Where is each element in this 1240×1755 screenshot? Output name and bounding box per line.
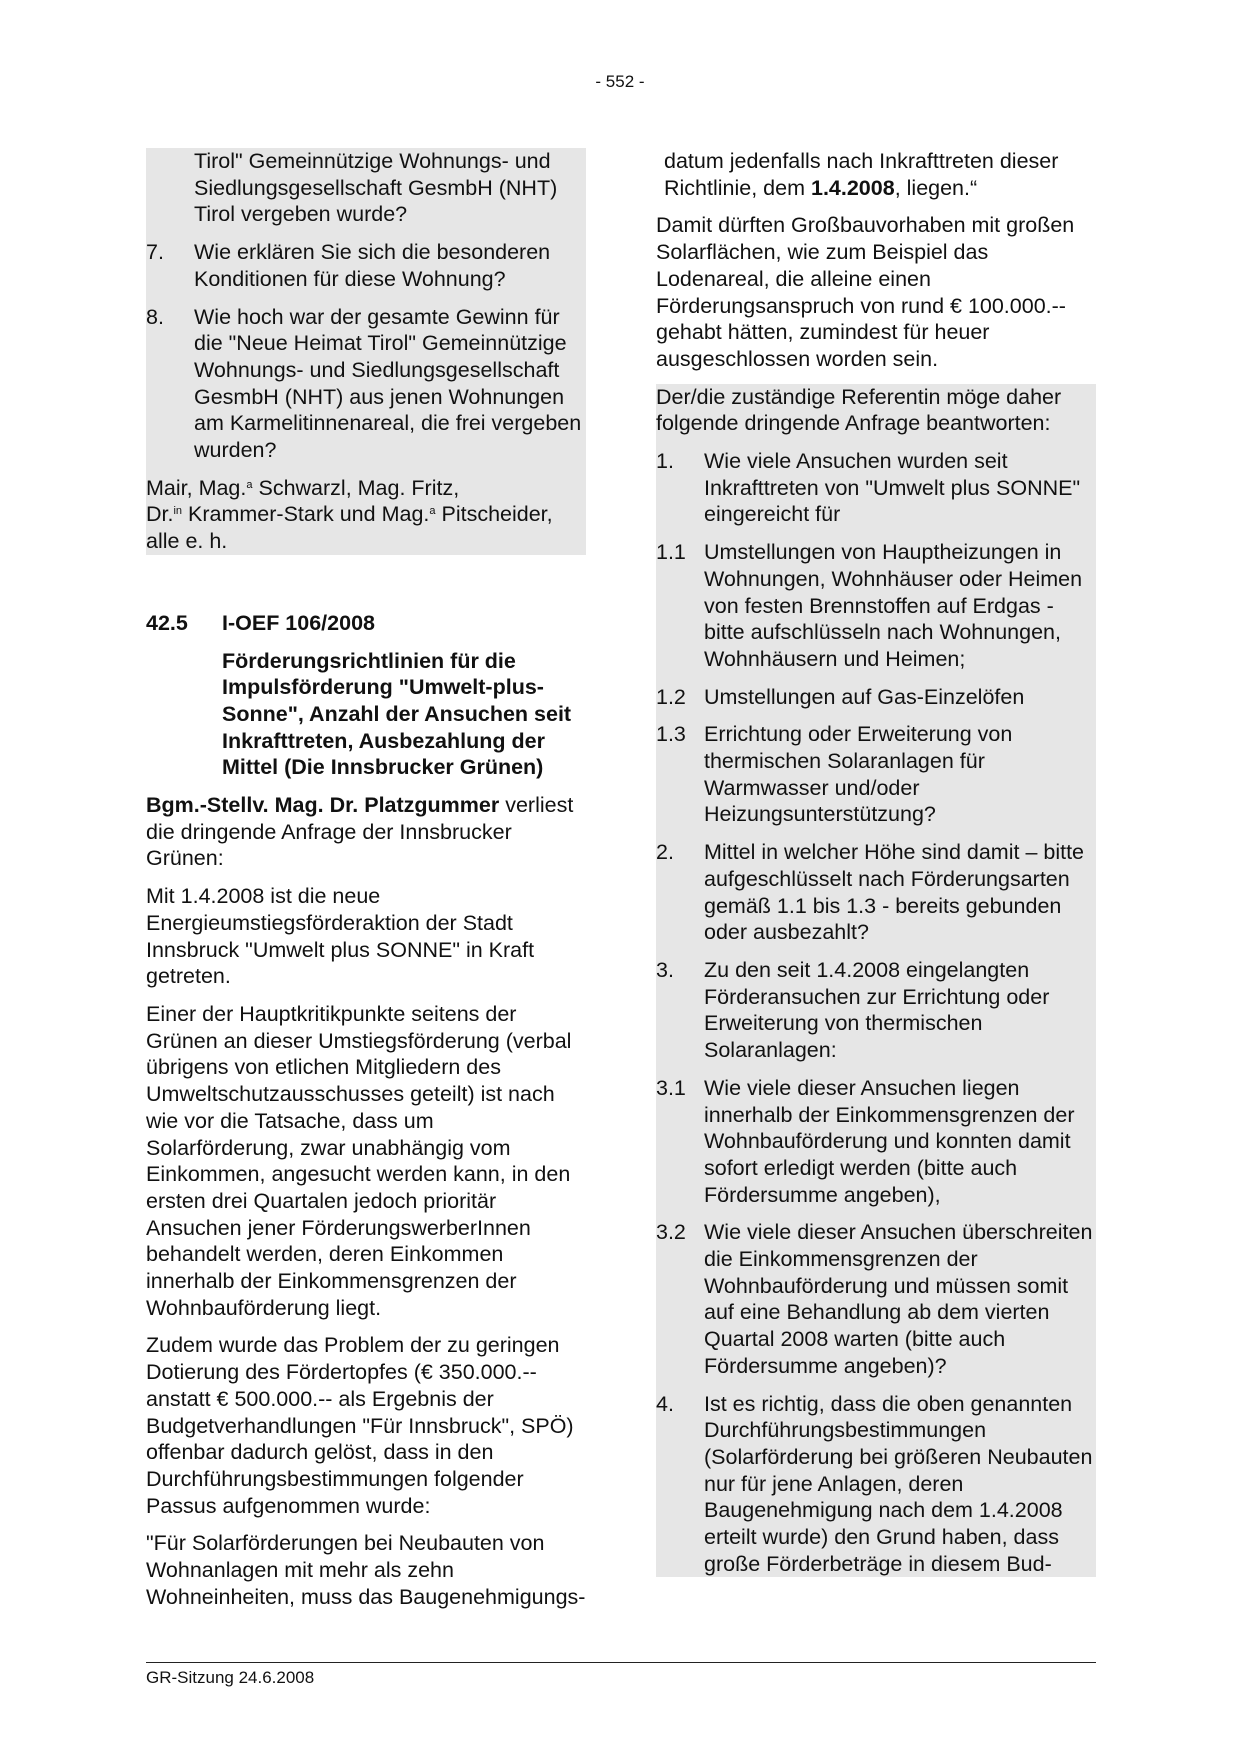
item-number: 2. [656,840,674,865]
list-item [656,839,1096,946]
list-item [656,684,1096,711]
item-text: Wie hoch war der gesamte Gewinn für die "Neue Heimat Tirol" Gemeinnützige Wohnungs- und Siedlungsgesellschaft GesmbH (NHT) aus jenen Wohnungen am Karmelitinnenareal, die frei vergeben wurden? [194,304,582,463]
list-item [656,1075,1096,1209]
list-item [656,721,1096,828]
item-text: Umstellungen von Hauptheizungen in Wohnungen, Wohnhäuser oder Heimen von festen Brennstoffen auf Erdgas - bitte aufschlüsseln nach Wohnungen, Wohnhäusern und Heimen; [704,540,1083,671]
right-column [656,148,1096,1577]
item-number: 3.1 [656,1075,686,1100]
speaker-paragraph: Bgm.-Stellv. Mag. Dr. Platzgummer verliest die dringende Anfrage der Innsbrucker Grünen: [146,793,574,871]
section-heading [146,610,586,637]
quote-paragraph: "Für Solarförderungen bei Neubauten von Wohnanlagen mit mehr als zehn Wohneinheiten, muss das Baugenehmigungs- [146,1531,586,1609]
item-text: Zu den seit 1.4.2008 eingelangten Förderansuchen zur Errichtung oder Erweiterung von thermischen Solaranlagen: [704,957,1050,1063]
section-subject: Förderungsrichtlinien für die Impulsförderung "Umwelt-plus-Sonne", Anzahl der Ansuchen seit Inkrafttreten, Ausbezahlung der Mittel (Die Innsbrucker Grünen) [222,648,572,780]
item-text: Wie viele Ansuchen wurden seit Inkrafttreten von "Umwelt plus SONNE" eingereicht für [704,449,1081,527]
paragraph: Mit 1.4.2008 ist die neue Energieumstiegsförderaktion der Stadt Innsbruck "Umwelt plus SONNE" in Kraft getreten. [146,884,535,989]
left-column [146,148,586,1610]
list-item [656,1219,1096,1379]
item-number: 7. [146,240,164,265]
item-number: 8. [146,304,164,329]
footer-text: GR-Sitzung 24.6.2008 [146,1668,315,1687]
item-number: 3.2 [656,1220,686,1245]
list-item [656,539,1096,673]
paragraph: Zudem wurde das Problem der zu geringen Dotierung des Fördertopfes (€ 350.000.-- anstatt € 500.000.-- als Ergebnis der Budgetverhandlungen "Für Innsbruck", SPÖ) offenbar dadurch gelöst, dass in den Durchführungsbestimmungen folgender Passus aufgenommen wurde: [146,1333,574,1518]
shaded-request-box [146,148,586,555]
item-number: 3. [656,957,674,982]
item-text: Mittel in welcher Höhe sind damit – bitte aufgeschlüsselt nach Förderungsarten gemäß 1.1 bis 1.3 - bereits gebunden oder ausbezahlt? [704,840,1085,945]
list-item [656,448,1096,528]
item-text: Ist es richtig, dass die oben genannten Durchführungsbestimmungen (Solarförderung bei größeren Neubauten nur für jene Anlagen, deren Baugenehmigung nach dem 1.4.2008 erteilt wurde) den Grund haben, dass große Förderbeträge in diesem Bud- [704,1391,1093,1576]
list-item [656,1391,1096,1578]
paragraph: Einer der Hauptkritikpunkte seitens der Grünen an dieser Umstiegsförderung (verbal übrigens von etlichen Mitgliedern des Umweltschutzausschusses geteilt) ist nach wie vor die Tatsache, dass um Solarförderung, zwar unabhängig vom Einkommen, angesucht werden kann, in den ersten drei Quartalen jedoch prioritär Ansuchen jener FörderungswerberInnen behandelt werden, deren Einkommen innerhalb der Einkommensgrenzen der Wohnbauförderung liegt. [146,1001,572,1320]
quote-continuation: datum jedenfalls nach Inkrafttreten dieser Richtlinie, dem 1.4.2008, liegen.“ [664,149,1059,200]
item-number: 1.1 [656,540,686,565]
footer-divider [146,1662,1096,1663]
list-item [146,239,586,292]
section-id: I-OEF 106/2008 [222,610,375,635]
item-number: 4. [656,1391,674,1416]
list-item [656,957,1096,1064]
item-number: 1. [656,449,674,474]
item-number: 1.3 [656,722,686,747]
list-item [146,304,586,464]
page-number: - 552 - [595,72,645,91]
item-text: Wie viele dieser Ansuchen liegen innerhalb der Einkommensgrenzen der Wohnbauförderung und konnten damit sofort erledigt werden (bitte auch Fördersumme angeben), [704,1075,1075,1207]
item-text: Wie erklären Sie sich die besonderen Konditionen für diese Wohnung? [194,240,551,291]
speaker-name: Bgm.-Stellv. Mag. Dr. Platzgummer [146,793,500,818]
shaded-request-box [656,384,1096,1578]
list-item [146,148,586,228]
item-text: Umstellungen auf Gas-Einzelöfen [704,684,1025,709]
item-number: 1.2 [656,684,686,709]
request-intro: Der/die zuständige Referentin möge daher folgende dringende Anfrage beantworten: [656,384,1062,436]
item-text: Wie viele dieser Ansuchen überschreiten die Einkommensgrenzen der Wohnbauförderung und müssen somit auf eine Behandlung ab dem vierten Quartal 2008 warten (bitte auch Fördersumme angeben)? [704,1220,1093,1378]
paragraph: Damit dürften Großbauvorhaben mit großen Solarflächen, wie zum Beispiel das Lodenareal, die alleine einen Förderungsanspruch von rund € 100.000.-- gehabt hätten, zumindest für heuer ausgeschlossen worden sein. [656,213,1075,371]
item-text: Errichtung oder Erweiterung von thermischen Solaranlagen für Warmwasser und/oder Heizungsunterstützung? [704,722,1013,827]
item-text: Tirol" Gemeinnützige Wohnungs- und Siedlungsgesellschaft GesmbH (NHT) Tirol vergeben wurde? [194,149,558,227]
signature: Mair, Mag.$^a$ Schwarzl, Mag. Fritz, Dr.$^{in}$ Krammer-Stark und Mag.$^a$ Pitscheider, alle e. h. [146,475,553,554]
section-number: 42.5 [146,610,188,635]
